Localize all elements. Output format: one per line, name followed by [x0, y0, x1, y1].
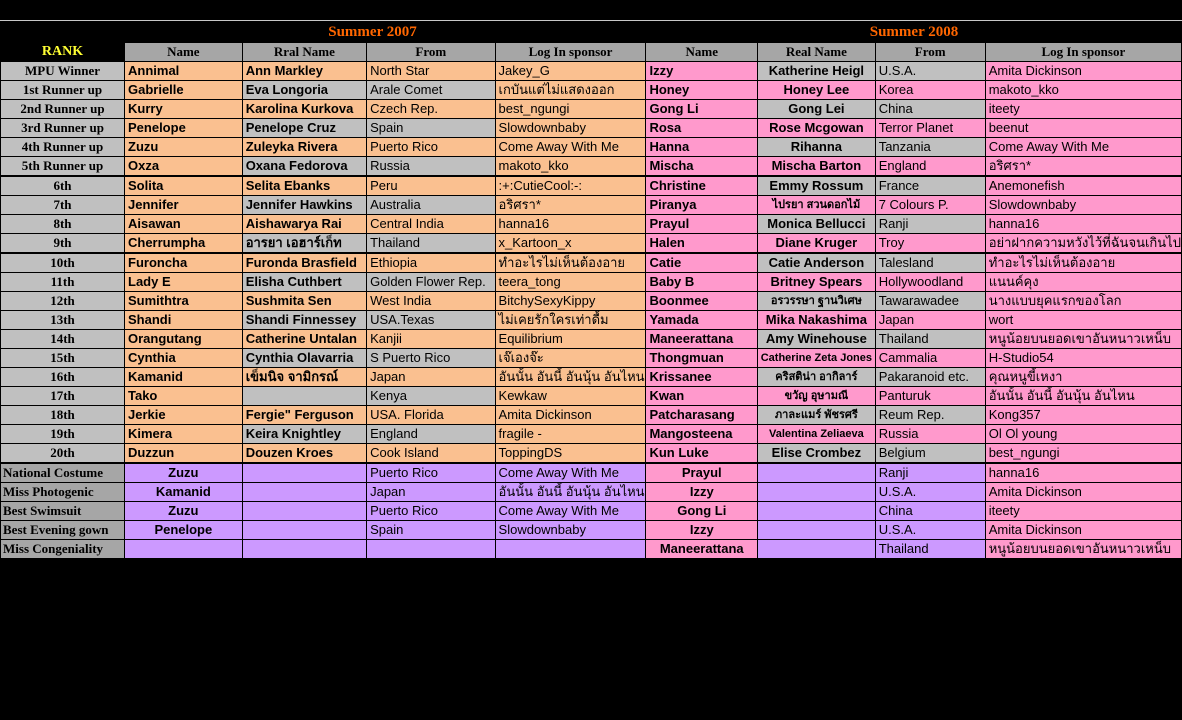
- realname-2008-cell: Mischa Barton: [758, 157, 876, 177]
- name-2008-cell: Gong Li: [646, 100, 758, 119]
- name-2008-cell: Krissanee: [646, 368, 758, 387]
- award-realname-2008: [758, 540, 876, 559]
- realname-2008-cell: คริสติน่า อากิลาร์: [758, 368, 876, 387]
- sponsor-2008-cell: best_ngungi: [985, 444, 1181, 464]
- table-row: [1, 234, 1182, 254]
- from-2008-cell: Korea: [875, 81, 985, 100]
- name-2007-cell: Kimera: [125, 425, 243, 444]
- award-sponsor-2007: Slowdownbaby: [495, 521, 646, 540]
- realname-2008-cell: Honey Lee: [758, 81, 876, 100]
- table-row: [1, 292, 1182, 311]
- name-2007-cell: Annimal: [125, 62, 243, 81]
- name-2007-cell: Shandi: [125, 311, 243, 330]
- award-sponsor-2007: [495, 540, 646, 559]
- realname-2007-cell: Zuleyka Rivera: [242, 138, 366, 157]
- from-2007-cell: USA. Florida: [367, 406, 495, 425]
- realname-2007-cell: Fergie" Ferguson: [242, 406, 366, 425]
- award-name-2008: Gong Li: [646, 502, 758, 521]
- sponsor-2008-cell: อันนั้น อันนี้ อันนุ้น อันไหน: [985, 387, 1181, 406]
- season-2007-title: Summer 2007: [328, 24, 417, 40]
- name-2008-header: Name: [646, 43, 758, 62]
- name-2008-cell: Halen: [646, 234, 758, 254]
- sponsor-2007-cell: Jakey_G: [495, 62, 646, 81]
- name-2007-cell: Tako: [125, 387, 243, 406]
- realname-2007-cell: Eva Longoria: [242, 81, 366, 100]
- realname-2008-cell: Gong Lei: [758, 100, 876, 119]
- award-sponsor-2007: Come Away With Me: [495, 463, 646, 483]
- name-2008-cell: Piranya: [646, 196, 758, 215]
- realname-2008-cell: Emmy Rossum: [758, 176, 876, 196]
- from-2007-header: From: [367, 43, 495, 62]
- from-2007-cell: USA.Texas: [367, 311, 495, 330]
- realname-2007-cell: Penelope Cruz: [242, 119, 366, 138]
- sponsor-2007-cell: ทำอะไรไม่เห็นต้องอาย: [495, 253, 646, 273]
- rank-cell: 5th Runner up: [1, 157, 125, 177]
- name-2008-cell: Mischa: [646, 157, 758, 177]
- sponsor-2007-cell: เจ๊เองจ๊ะ: [495, 349, 646, 368]
- sponsor-2007-cell: best_ngungi: [495, 100, 646, 119]
- sponsor-2008-cell: makoto_kko: [985, 81, 1181, 100]
- from-2008-cell: Troy: [875, 234, 985, 254]
- name-2008-cell: Christine: [646, 176, 758, 196]
- top-divider: [0, 20, 1182, 21]
- from-2007-cell: West India: [367, 292, 495, 311]
- name-2007-cell: Cynthia: [125, 349, 243, 368]
- rank-cell: 15th: [1, 349, 125, 368]
- award-realname-2007: [242, 521, 366, 540]
- from-2008-cell: Reum Rep.: [875, 406, 985, 425]
- rank-cell: 17th: [1, 387, 125, 406]
- name-2008-cell: Kwan: [646, 387, 758, 406]
- realname-2007-cell: Ann Markley: [242, 62, 366, 81]
- table-row: [1, 273, 1182, 292]
- from-2008-cell: Russia: [875, 425, 985, 444]
- name-2008-cell: Prayul: [646, 215, 758, 234]
- realname-2008-cell: Catherine Zeta Jones: [758, 349, 876, 368]
- sponsor-2008-cell: คุณหนูขี้เหงา: [985, 368, 1181, 387]
- name-2007-cell: Lady E: [125, 273, 243, 292]
- sponsor-2008-cell: Amita Dickinson: [985, 62, 1181, 81]
- rank-cell: 2nd Runner up: [1, 100, 125, 119]
- name-2008-cell: Boonmee: [646, 292, 758, 311]
- from-2007-cell: Peru: [367, 176, 495, 196]
- sponsor-2008-cell: Ol Ol young: [985, 425, 1181, 444]
- award-name-2008: Izzy: [646, 521, 758, 540]
- realname-2008-cell: Amy Winehouse: [758, 330, 876, 349]
- from-2008-cell: Panturuk: [875, 387, 985, 406]
- from-2007-cell: Japan: [367, 368, 495, 387]
- sponsor-2008-cell: อริศรา*: [985, 157, 1181, 177]
- sponsor-2008-cell: beenut: [985, 119, 1181, 138]
- award-realname-2007: [242, 463, 366, 483]
- name-2007-cell: Furoncha: [125, 253, 243, 273]
- sponsor-2008-cell: wort: [985, 311, 1181, 330]
- award-row: [1, 463, 1182, 483]
- realname-2008-cell: Monica Bellucci: [758, 215, 876, 234]
- from-2007-cell: England: [367, 425, 495, 444]
- rank-cell: 3rd Runner up: [1, 119, 125, 138]
- realname-2007-cell: Shandi Finnessey: [242, 311, 366, 330]
- award-sponsor-2008: Amita Dickinson: [985, 521, 1181, 540]
- award-sponsor-2008: Amita Dickinson: [985, 483, 1181, 502]
- table-row: [1, 387, 1182, 406]
- award-from-2007: Puerto Rico: [367, 463, 495, 483]
- name-2007-cell: Aisawan: [125, 215, 243, 234]
- award-from-2007: Japan: [367, 483, 495, 502]
- realname-2008-cell: Catie Anderson: [758, 253, 876, 273]
- table-row: [1, 330, 1182, 349]
- name-2008-cell: Kun Luke: [646, 444, 758, 464]
- from-2008-cell: Tanzania: [875, 138, 985, 157]
- sponsor-2008-cell: อย่าฝากความหวังไว้ที่ฉันจนเกินไป: [985, 234, 1181, 254]
- sponsor-2007-cell: อันนั้น อันนี้ อันนุ้น อันไหน: [495, 368, 646, 387]
- sponsor-2008-cell: Slowdownbaby: [985, 196, 1181, 215]
- award-name-2007: Penelope: [125, 521, 243, 540]
- name-2008-cell: Mangosteena: [646, 425, 758, 444]
- award-row: [1, 540, 1182, 559]
- realname-2007-cell: Catherine Untalan: [242, 330, 366, 349]
- realname-2008-cell: Britney Spears: [758, 273, 876, 292]
- table-row: [1, 215, 1182, 234]
- award-sponsor-2008: hanna16: [985, 463, 1181, 483]
- name-2007-cell: Kurry: [125, 100, 243, 119]
- rank-cell: 14th: [1, 330, 125, 349]
- rank-cell: 7th: [1, 196, 125, 215]
- award-name-2007: Kamanid: [125, 483, 243, 502]
- realname-2007-cell: Cynthia Olavarria: [242, 349, 366, 368]
- sponsor-2008-cell: หนูน้อยบนยอดเขาอันหนาวเหน็บ: [985, 330, 1181, 349]
- table-row: [1, 62, 1182, 81]
- award-from-2007: [367, 540, 495, 559]
- from-2008-cell: Belgium: [875, 444, 985, 464]
- table-row: [1, 406, 1182, 425]
- name-2007-cell: Solita: [125, 176, 243, 196]
- name-2007-cell: Jennifer: [125, 196, 243, 215]
- from-2008-cell: China: [875, 100, 985, 119]
- from-2008-cell: France: [875, 176, 985, 196]
- award-row: [1, 521, 1182, 540]
- sponsor-2008-cell: iteety: [985, 100, 1181, 119]
- realname-2008-cell: อรวรรษา ฐานวิเศษ: [758, 292, 876, 311]
- award-sponsor-2007: อันนั้น อันนี้ อันนุ้น อันไหน: [495, 483, 646, 502]
- award-row: [1, 483, 1182, 502]
- realname-2007-cell: Keira Knightley: [242, 425, 366, 444]
- award-from-2008: Ranji: [875, 463, 985, 483]
- rank-cell: 19th: [1, 425, 125, 444]
- sponsor-2007-cell: Equilibrium: [495, 330, 646, 349]
- award-label: Best Evening gown: [1, 521, 125, 540]
- sponsor-2007-cell: fragile -: [495, 425, 646, 444]
- from-2007-cell: Ethiopia: [367, 253, 495, 273]
- sponsor-2007-cell: Come Away With Me: [495, 138, 646, 157]
- award-realname-2007: [242, 483, 366, 502]
- realname-2007-cell: Furonda Brasfield: [242, 253, 366, 273]
- realname-2007-cell: Elisha Cuthbert: [242, 273, 366, 292]
- name-2008-cell: Baby B: [646, 273, 758, 292]
- award-name-2008: Izzy: [646, 483, 758, 502]
- realname-2008-cell: Elise Crombez: [758, 444, 876, 464]
- award-label: Miss Photogenic: [1, 483, 125, 502]
- from-2007-cell: North Star: [367, 62, 495, 81]
- award-realname-2008: [758, 483, 876, 502]
- name-2007-header: Name: [125, 43, 243, 62]
- award-label: National Costume: [1, 463, 125, 483]
- sponsor-2008-cell: ทำอะไรไม่เห็นต้องอาย: [985, 253, 1181, 273]
- sponsor-2008-cell: Anemonefish: [985, 176, 1181, 196]
- from-2007-cell: Arale Comet: [367, 81, 495, 100]
- award-sponsor-2008: หนูน้อยบนยอดเขาอันหนาวเหน็บ: [985, 540, 1181, 559]
- rank-header: RANK: [1, 43, 125, 62]
- award-from-2007: Spain: [367, 521, 495, 540]
- from-2008-cell: Talesland: [875, 253, 985, 273]
- name-2008-cell: Yamada: [646, 311, 758, 330]
- from-2008-cell: England: [875, 157, 985, 177]
- sponsor-2008-cell: hanna16: [985, 215, 1181, 234]
- realname-2008-cell: ขวัญ อุษามณี: [758, 387, 876, 406]
- realname-2007-cell: Jennifer Hawkins: [242, 196, 366, 215]
- realname-2007-cell: [242, 387, 366, 406]
- realname-2007-cell: Karolina Kurkova: [242, 100, 366, 119]
- sponsor-2008-cell: นางแบบยุคแรกของโลก: [985, 292, 1181, 311]
- realname-2007-cell: Sushmita Sen: [242, 292, 366, 311]
- name-2008-cell: Rosa: [646, 119, 758, 138]
- from-2008-cell: 7 Colours P.: [875, 196, 985, 215]
- award-realname-2007: [242, 502, 366, 521]
- sponsor-2007-cell: เกบันแต่ไม่แสดงออก: [495, 81, 646, 100]
- from-2008-cell: Cammalia: [875, 349, 985, 368]
- name-2007-cell: Jerkie: [125, 406, 243, 425]
- table-row: [1, 157, 1182, 177]
- name-2007-cell: Kamanid: [125, 368, 243, 387]
- award-name-2008: Maneerattana: [646, 540, 758, 559]
- realname-2007-cell: Aishawarya Rai: [242, 215, 366, 234]
- table-row: [1, 100, 1182, 119]
- realname-2008-cell: Diane Kruger: [758, 234, 876, 254]
- award-label: Best Swimsuit: [1, 502, 125, 521]
- award-sponsor-2008: iteety: [985, 502, 1181, 521]
- table-row: [1, 176, 1182, 196]
- award-from-2007: Puerto Rico: [367, 502, 495, 521]
- sponsor-2007-cell: Slowdownbaby: [495, 119, 646, 138]
- table-row: [1, 368, 1182, 387]
- rank-cell: 4th Runner up: [1, 138, 125, 157]
- sponsor-2007-cell: ไม่เคยรักใครเท่าดื้ม: [495, 311, 646, 330]
- award-name-2007: Zuzu: [125, 502, 243, 521]
- from-2008-cell: Thailand: [875, 330, 985, 349]
- sponsor-2007-cell: teera_tong: [495, 273, 646, 292]
- name-2007-cell: Cherrumpha: [125, 234, 243, 254]
- name-2007-cell: Gabrielle: [125, 81, 243, 100]
- rank-cell: 12th: [1, 292, 125, 311]
- from-2008-cell: Tawarawadee: [875, 292, 985, 311]
- from-2008-cell: Japan: [875, 311, 985, 330]
- realname-2007-header: Rral Name: [242, 43, 366, 62]
- table-row: [1, 196, 1182, 215]
- from-2008-cell: U.S.A.: [875, 62, 985, 81]
- name-2008-cell: Patcharasang: [646, 406, 758, 425]
- realname-2007-cell: Oxana Fedorova: [242, 157, 366, 177]
- realname-2008-cell: Rihanna: [758, 138, 876, 157]
- sponsor-2007-cell: hanna16: [495, 215, 646, 234]
- sponsor-2007-cell: Kewkaw: [495, 387, 646, 406]
- name-2008-cell: Thongmuan: [646, 349, 758, 368]
- from-2007-cell: Central India: [367, 215, 495, 234]
- award-from-2008: U.S.A.: [875, 483, 985, 502]
- from-2007-cell: S Puerto Rico: [367, 349, 495, 368]
- name-2008-cell: Izzy: [646, 62, 758, 81]
- award-realname-2008: [758, 502, 876, 521]
- sponsor-2007-cell: x_Kartoon_x: [495, 234, 646, 254]
- award-name-2008: Prayul: [646, 463, 758, 483]
- from-2007-cell: Spain: [367, 119, 495, 138]
- realname-2007-cell: อารยา เอฮาร์เก็ท: [242, 234, 366, 254]
- award-from-2008: Thailand: [875, 540, 985, 559]
- realname-2007-cell: Selita Ebanks: [242, 176, 366, 196]
- table-row: [1, 138, 1182, 157]
- table-row: [1, 349, 1182, 368]
- rank-cell: 20th: [1, 444, 125, 464]
- sponsor-2008-header: Log In sponsor: [985, 43, 1181, 62]
- table-row: [1, 81, 1182, 100]
- award-sponsor-2007: Come Away With Me: [495, 502, 646, 521]
- table-row: [1, 119, 1182, 138]
- rank-cell: MPU Winner: [1, 62, 125, 81]
- rank-cell: 6th: [1, 176, 125, 196]
- sponsor-2007-cell: BitchySexyKippy: [495, 292, 646, 311]
- header-row: [1, 43, 1182, 62]
- realname-2008-cell: ไปรยา สวนดอกไม้: [758, 196, 876, 215]
- award-row: [1, 502, 1182, 521]
- name-2007-cell: Oxza: [125, 157, 243, 177]
- from-2007-cell: Australia: [367, 196, 495, 215]
- table-row: [1, 311, 1182, 330]
- award-realname-2008: [758, 463, 876, 483]
- name-2008-cell: Hanna: [646, 138, 758, 157]
- sponsor-2008-cell: แนนค์คุง: [985, 273, 1181, 292]
- rank-cell: 11th: [1, 273, 125, 292]
- realname-2008-cell: Rose Mcgowan: [758, 119, 876, 138]
- rank-cell: 1st Runner up: [1, 81, 125, 100]
- award-realname-2008: [758, 521, 876, 540]
- rank-cell: 8th: [1, 215, 125, 234]
- name-2007-cell: Duzzun: [125, 444, 243, 464]
- realname-2008-header: Real Name: [758, 43, 876, 62]
- sponsor-2007-cell: :+:CutieCool:-:: [495, 176, 646, 196]
- name-2008-cell: Honey: [646, 81, 758, 100]
- realname-2008-cell: Katherine Heigl: [758, 62, 876, 81]
- from-2007-cell: Czech Rep.: [367, 100, 495, 119]
- table-row: [1, 253, 1182, 273]
- sponsor-2007-cell: Amita Dickinson: [495, 406, 646, 425]
- name-2007-cell: Orangutang: [125, 330, 243, 349]
- sponsor-2007-header: Log In sponsor: [495, 43, 646, 62]
- name-2007-cell: Sumithtra: [125, 292, 243, 311]
- sponsor-2008-cell: H-Studio54: [985, 349, 1181, 368]
- rank-cell: 18th: [1, 406, 125, 425]
- award-name-2007: Zuzu: [125, 463, 243, 483]
- from-2007-cell: Kenya: [367, 387, 495, 406]
- from-2007-cell: Kanjii: [367, 330, 495, 349]
- sponsor-2007-cell: ToppingDS: [495, 444, 646, 464]
- from-2007-cell: Cook Island: [367, 444, 495, 464]
- name-2007-cell: Penelope: [125, 119, 243, 138]
- from-2008-header: From: [875, 43, 985, 62]
- from-2007-cell: Thailand: [367, 234, 495, 254]
- sponsor-2008-cell: Kong357: [985, 406, 1181, 425]
- rank-cell: 16th: [1, 368, 125, 387]
- sponsor-2008-cell: Come Away With Me: [985, 138, 1181, 157]
- award-realname-2007: [242, 540, 366, 559]
- award-label: Miss Congeniality: [1, 540, 125, 559]
- name-2008-cell: Catie: [646, 253, 758, 273]
- from-2007-cell: Russia: [367, 157, 495, 177]
- realname-2008-cell: Valentina Zeliaeva: [758, 425, 876, 444]
- realname-2007-cell: Douzen Kroes: [242, 444, 366, 464]
- from-2008-cell: Pakaranoid etc.: [875, 368, 985, 387]
- sponsor-2007-cell: makoto_kko: [495, 157, 646, 177]
- table-row: [1, 425, 1182, 444]
- rank-cell: 10th: [1, 253, 125, 273]
- table-row: [1, 444, 1182, 464]
- realname-2008-cell: ภาละแมร์ พัชรศรี: [758, 406, 876, 425]
- name-2008-cell: Maneerattana: [646, 330, 758, 349]
- rank-cell: 9th: [1, 234, 125, 254]
- realname-2007-cell: เข็มนิจ จามิกรณ์: [242, 368, 366, 387]
- award-from-2008: U.S.A.: [875, 521, 985, 540]
- name-2007-cell: Zuzu: [125, 138, 243, 157]
- from-2008-cell: Terror Planet: [875, 119, 985, 138]
- from-2008-cell: Hollywoodland: [875, 273, 985, 292]
- rank-cell: 13th: [1, 311, 125, 330]
- from-2008-cell: Ranji: [875, 215, 985, 234]
- from-2007-cell: Golden Flower Rep.: [367, 273, 495, 292]
- sponsor-2007-cell: อริศรา*: [495, 196, 646, 215]
- results-table: [0, 42, 1182, 559]
- realname-2008-cell: Mika Nakashima: [758, 311, 876, 330]
- from-2007-cell: Puerto Rico: [367, 138, 495, 157]
- award-name-2007: [125, 540, 243, 559]
- season-2008-title: Summer 2008: [869, 24, 959, 40]
- award-from-2008: China: [875, 502, 985, 521]
